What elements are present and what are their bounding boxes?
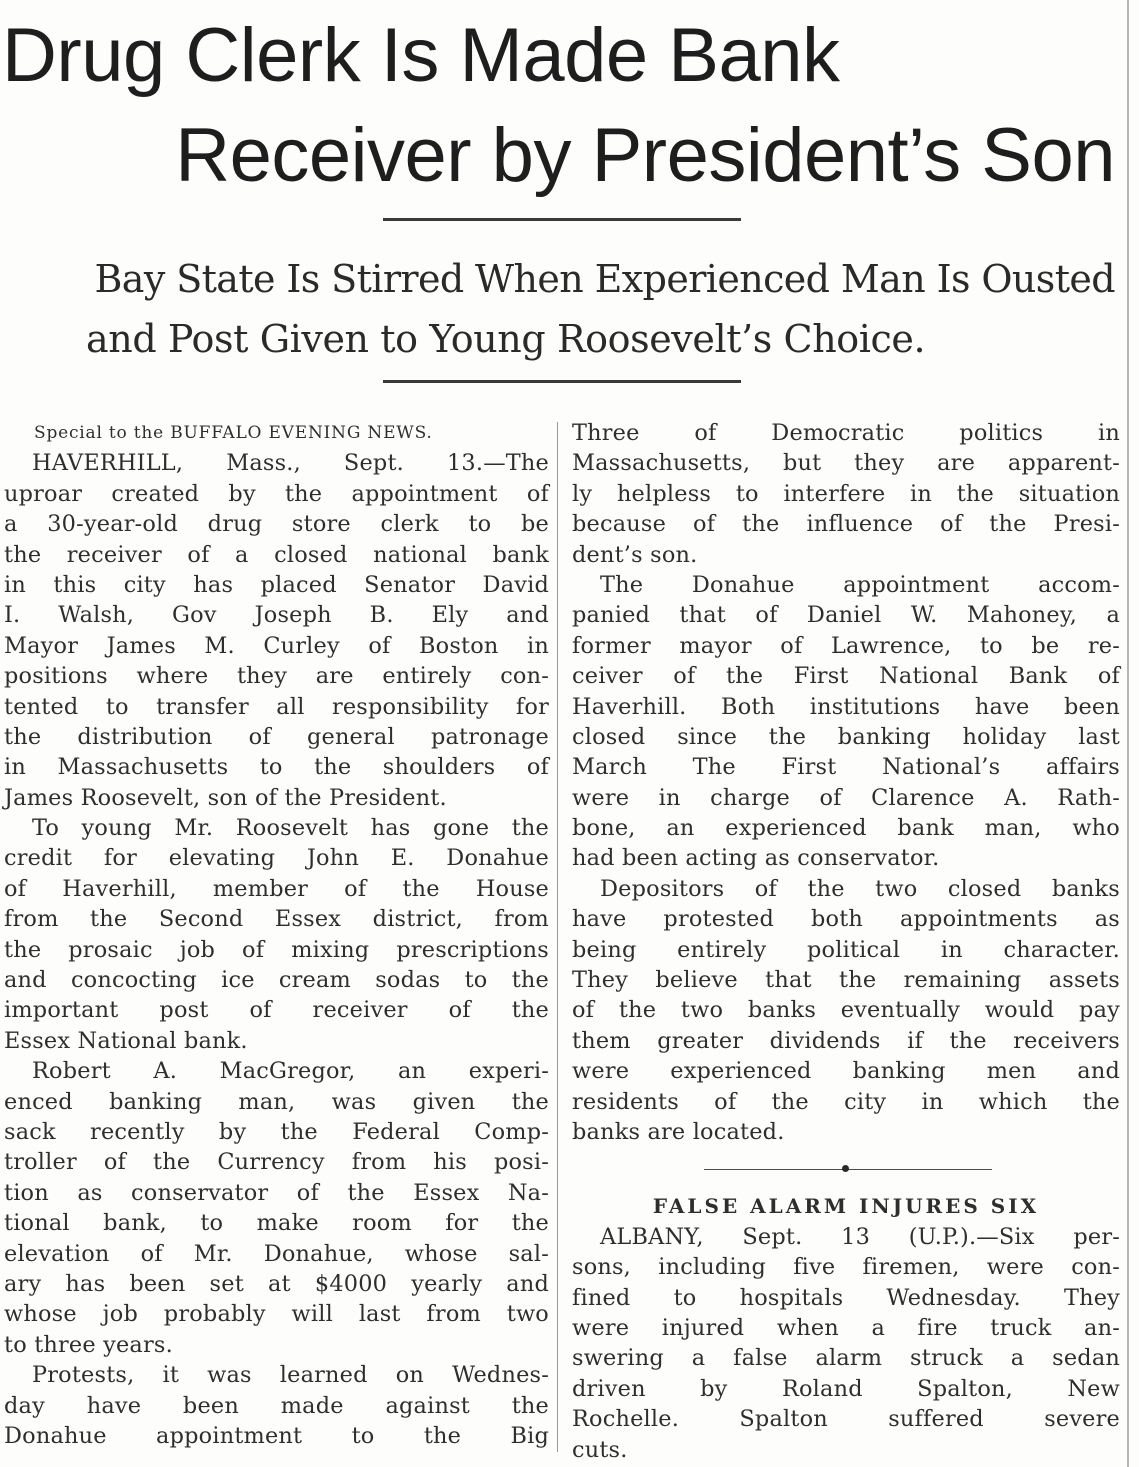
text-line: in this city has placed Senator David (4, 571, 549, 598)
text-line: were injured when a fire truck an- (572, 1314, 1120, 1341)
text-line: Three of Democratic politics in (572, 420, 1120, 446)
text-line: Robert A. MacGregor, an experi- (32, 1058, 549, 1085)
text-line: have protested both appointments as (572, 906, 1120, 933)
text-line: and concocting ice cream sodas to the (4, 967, 549, 994)
left-column (4, 418, 549, 1451)
right-column (572, 418, 1120, 1465)
text-line: Massachusetts, but they are apparent- (572, 450, 1120, 477)
text-line: Rochelle. Spalton suffered severe (572, 1406, 1120, 1433)
text-line: tion as conservator of the Essex Na- (4, 1179, 549, 1206)
text-line: because of the influence of the Presi- (572, 511, 1120, 538)
text-line: ary has been set at $4000 yearly and (4, 1270, 549, 1297)
text-line: were in charge of Clarence A. Rath- (572, 784, 1120, 811)
text-line: swering a false alarm struck a sedan (572, 1345, 1120, 1372)
text-line: in Massachusetts to the shoulders of (4, 754, 549, 781)
text-line: of Haverhill, member of the House (4, 875, 549, 902)
text-line: to three years. (4, 1331, 173, 1358)
text-line: tented to transfer all responsibility for (4, 693, 549, 720)
text-line: ceiver of the First National Bank of (572, 663, 1120, 690)
text-line: The Donahue appointment accom- (600, 571, 1120, 598)
text-line: enced banking man, was given the (4, 1088, 549, 1115)
text-line: driven by Roland Spalton, New (572, 1375, 1120, 1402)
text-line: March The First National’s affairs (572, 754, 1120, 781)
text-line: Essex National bank. (4, 1027, 248, 1054)
text-line: James Roosevelt, son of the President. (4, 784, 447, 811)
text-line: the receiver of a closed national bank (4, 541, 549, 568)
text-line: Depositors of the two closed banks (600, 875, 1120, 902)
subheadline-deck (0, 249, 1125, 369)
byline: Special to the BUFFALO EVENING NEWS. (34, 423, 433, 443)
text-line: from the Second Essex district, from (4, 906, 549, 933)
text-line: ly helpless to interfere in the situation (572, 480, 1120, 507)
text-line: They believe that the remaining assets (572, 967, 1120, 994)
text-line: the distribution of general patronage (4, 723, 549, 750)
text-line: being entirely political in character. (572, 936, 1120, 963)
text-line: elevation of Mr. Donahue, whose sal- (4, 1240, 549, 1267)
text-line: had been acting as conservator. (572, 845, 940, 872)
separator-dot (842, 1165, 849, 1172)
headline (0, 6, 1125, 206)
text-line: of the two banks eventually would pay (572, 997, 1120, 1024)
text-line: dent’s son. (572, 541, 698, 568)
text-line: Donahue appointment to the Big (4, 1422, 549, 1449)
headline-line-1: Drug Clerk Is Made Bank (2, 13, 840, 98)
text-line: whose job probably will last from two (4, 1301, 549, 1328)
text-line: ALBANY, Sept. 13 (U.P.).—Six per- (600, 1223, 1120, 1250)
deck-line-1: Bay State Is Stirred When Experienced Man Is Ousted (94, 257, 1115, 301)
text-line: troller of the Currency from his posi- (4, 1149, 549, 1176)
column-divider (557, 422, 558, 1452)
text-line: sack recently by the Federal Comp- (4, 1118, 549, 1145)
text-line: the prosaic job of mixing prescriptions (4, 936, 549, 963)
text-line: a 30-year-old drug store clerk to be (4, 511, 549, 538)
text-line: positions where they are entirely con- (4, 663, 549, 690)
secondary-story-body (572, 1222, 1120, 1465)
text-line: residents of the city in which the (572, 1088, 1120, 1115)
text-line: I. Walsh, Gov Joseph B. Ely and (4, 602, 549, 629)
text-line: fined to hospitals Wednesday. They (572, 1284, 1120, 1311)
text-line: important post of receiver of the (4, 997, 549, 1024)
text-line: sons, including five firemen, were con- (572, 1254, 1120, 1281)
text-line: panied that of Daniel W. Mahoney, a (572, 602, 1120, 629)
deck-line-2: and Post Given to Young Roosevelt’s Choice. (86, 317, 926, 361)
headline-line-2: Receiver by President’s Son (175, 113, 1115, 198)
deck-rule (383, 380, 741, 383)
text-line: credit for elevating John E. Donahue (4, 845, 549, 872)
text-line: Mayor James M. Curley of Boston in (4, 632, 549, 659)
text-line: former mayor of Lawrence, to be re- (572, 632, 1120, 659)
headline-rule (383, 218, 741, 221)
text-line: To young Mr. Roosevelt has gone the (32, 815, 549, 842)
text-line: them greater dividends if the receivers (572, 1027, 1120, 1054)
text-line: banks are located. (572, 1118, 785, 1145)
text-line: closed since the banking holiday last (572, 723, 1120, 750)
text-line: Protests, it was learned on Wednes- (32, 1362, 549, 1389)
left-column-body (4, 448, 549, 1451)
text-line: uproar created by the appointment of (4, 480, 549, 507)
secondary-headline: FALSE ALARM INJURES SIX (652, 1194, 1040, 1219)
page-edge-rule (1127, 0, 1129, 1467)
text-line: bone, an experienced bank man, who (572, 815, 1120, 842)
text-line: tional bank, to make room for the (4, 1210, 549, 1237)
text-line: day have been made against the (4, 1392, 549, 1419)
text-line: cuts. (572, 1436, 628, 1463)
text-line: were experienced banking men and (572, 1058, 1120, 1085)
right-column-body (572, 418, 1120, 1147)
text-line: HAVERHILL, Mass., Sept. 13.—The (32, 450, 549, 477)
section-separator (572, 1147, 1120, 1191)
text-line: Haverhill. Both institutions have been (572, 693, 1120, 720)
